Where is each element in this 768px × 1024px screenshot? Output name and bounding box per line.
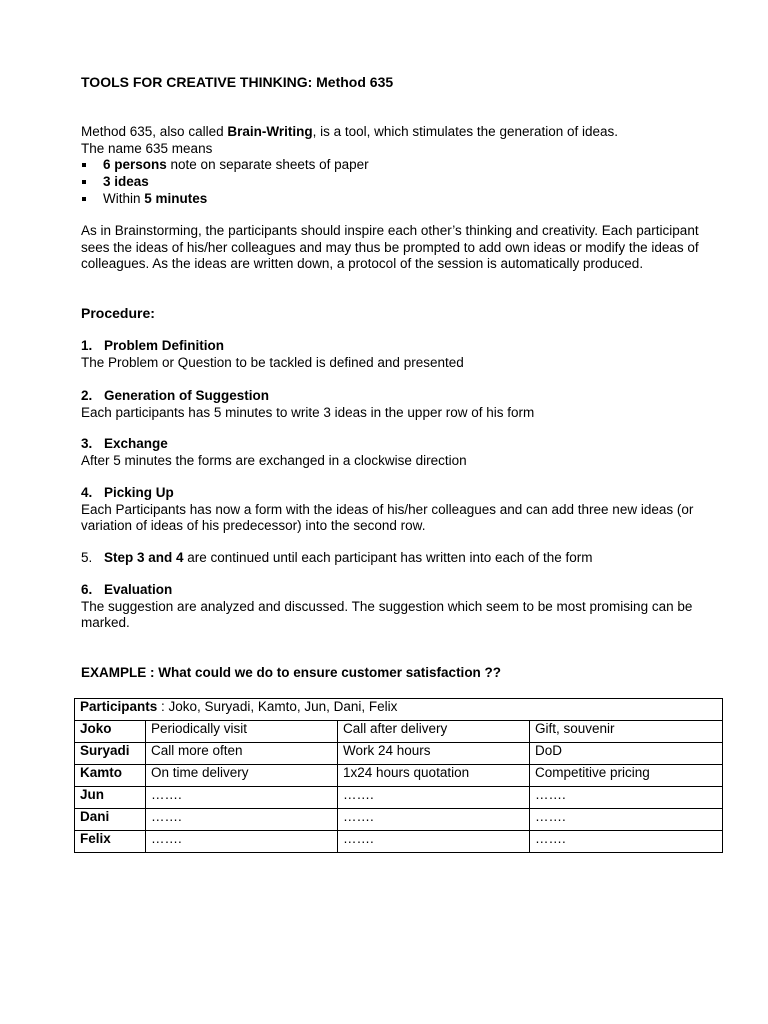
step-number: 6. xyxy=(81,582,93,597)
step-number: 3. xyxy=(81,436,93,451)
table-row xyxy=(75,809,723,831)
step-bold: Step 3 and 4 xyxy=(104,550,184,565)
table-row xyxy=(75,765,723,787)
bullet-post: note on separate sheets of paper xyxy=(166,157,369,172)
step-title: Exchange xyxy=(104,436,168,451)
step-heading xyxy=(81,338,721,355)
document-title: TOOLS FOR CREATIVE THINKING: Method 635 xyxy=(81,74,394,90)
step-text: are continued until each participant has written into each of the form xyxy=(183,550,593,565)
idea-cell: 1x24 hours quotation xyxy=(338,765,530,787)
step-text: After 5 minutes the forms are exchanged in a clockwise direction xyxy=(81,452,467,468)
step-title: Problem Definition xyxy=(104,338,225,353)
table-row xyxy=(75,787,723,809)
idea-cell: Call after delivery xyxy=(338,721,530,743)
idea-cell: ……. xyxy=(530,787,723,809)
participant-name: Dani xyxy=(75,809,146,831)
step-number: 4. xyxy=(81,485,93,500)
idea-cell: Work 24 hours xyxy=(338,743,530,765)
participant-name: Felix xyxy=(75,831,146,853)
step-number: 1. xyxy=(81,338,93,353)
idea-cell: Competitive pricing xyxy=(530,765,723,787)
step-line xyxy=(81,550,721,567)
bullet-item xyxy=(81,174,721,191)
bullet-bold: 5 minutes xyxy=(144,191,208,206)
step-2 xyxy=(81,388,721,421)
intro-line-1-pre: Method 635, also called xyxy=(81,124,228,139)
idea-cell: ……. xyxy=(338,787,530,809)
step-title: Evaluation xyxy=(104,582,173,597)
bullet-item xyxy=(81,191,721,208)
step-title: Generation of Suggestion xyxy=(104,388,270,403)
step-heading xyxy=(81,388,721,405)
intro-section xyxy=(81,124,721,208)
idea-cell: ……. xyxy=(146,831,338,853)
bullet-list xyxy=(81,157,721,208)
idea-cell: Call more often xyxy=(146,743,338,765)
idea-cell: Gift, souvenir xyxy=(530,721,723,743)
idea-cell: Periodically visit xyxy=(146,721,338,743)
step-5 xyxy=(81,550,721,567)
participants-cell xyxy=(75,699,723,721)
step-3 xyxy=(81,436,721,469)
step-text: Each participants has 5 minutes to write 3 ideas in the upper row of his form xyxy=(81,404,535,420)
idea-cell: ……. xyxy=(146,809,338,831)
example-heading: EXAMPLE : What could we do to ensure customer satisfaction ?? xyxy=(81,665,502,680)
step-number: 5. xyxy=(81,550,93,565)
idea-cell: ……. xyxy=(146,787,338,809)
participant-name: Kamto xyxy=(75,765,146,787)
bullet-square-icon xyxy=(82,180,86,184)
step-text: The suggestion are analyzed and discussed. The suggestion which seem to be most promising can be marked. xyxy=(81,598,693,630)
step-heading xyxy=(81,582,721,599)
intro-line-1-post: , is a tool, which stimulates the generation of ideas. xyxy=(312,124,619,139)
step-text: Each Participants has now a form with the ideas of his/her colleagues and can add three new ideas (or variation of ideas of his predecessor) into the second row. xyxy=(81,501,694,533)
idea-cell: On time delivery xyxy=(146,765,338,787)
brain-writing-term: Brain-Writing xyxy=(227,124,313,139)
idea-cell: ……. xyxy=(530,809,723,831)
example-table xyxy=(74,698,723,853)
bullet-bold: 6 persons xyxy=(103,157,167,172)
step-heading xyxy=(81,436,721,453)
table-row xyxy=(75,743,723,765)
bullet-item xyxy=(81,157,721,174)
step-4 xyxy=(81,485,721,535)
participant-name: Jun xyxy=(75,787,146,809)
intro-line-1 xyxy=(81,124,721,141)
procedure-heading: Procedure: xyxy=(81,305,155,321)
step-1 xyxy=(81,338,721,371)
participants-list: : Joko, Suryadi, Kamto, Jun, Dani, Felix xyxy=(157,699,398,714)
idea-cell: ……. xyxy=(338,809,530,831)
bullet-square-icon xyxy=(82,197,86,201)
bullet-square-icon xyxy=(82,163,86,167)
step-heading xyxy=(81,485,721,502)
idea-cell: ……. xyxy=(338,831,530,853)
participants-row xyxy=(75,699,723,721)
step-title: Picking Up xyxy=(104,485,174,500)
idea-cell: ……. xyxy=(530,831,723,853)
intro-line-2: The name 635 means xyxy=(81,140,213,156)
step-text: The Problem or Question to be tackled is defined and presented xyxy=(81,354,464,370)
bullet-bold: 3 ideas xyxy=(103,174,149,189)
table-row xyxy=(75,721,723,743)
step-number: 2. xyxy=(81,388,93,403)
description-paragraph: As in Brainstorming, the participants should inspire each other’s thinking and creativity. Each participant sees the ideas of his/her colleagues and may thus be prompted to add own ideas or modify the ideas of colleagues. As the ideas are written down, a protocol of the session is automatically produced. xyxy=(81,223,699,271)
participants-label: Participants xyxy=(80,699,158,714)
participant-name: Joko xyxy=(75,721,146,743)
table-row xyxy=(75,831,723,853)
step-6 xyxy=(81,582,721,632)
bullet-pre: Within xyxy=(103,191,145,206)
idea-cell: DoD xyxy=(530,743,723,765)
participant-name: Suryadi xyxy=(75,743,146,765)
